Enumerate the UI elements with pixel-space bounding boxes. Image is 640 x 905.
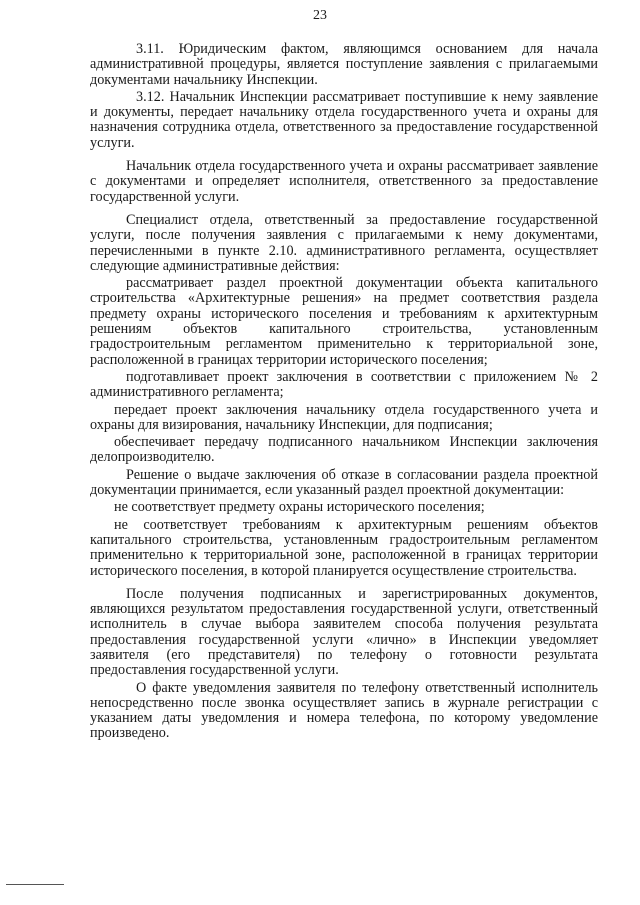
document-body (90, 42, 598, 744)
paragraph-3-12: 3.12. Начальник Инспекции рассматривает поступившие к нему заявление и документы, передает начальнику отдела государственного учета и охраны для назначения сотрудника отдела, ответственного за предоставление государственной услуги. (90, 88, 598, 151)
action-item-ensure: обеспечивает передачу подписанного начальником Инспекции заключения делопроизводителю. (90, 434, 598, 466)
page-number: 23 (313, 8, 327, 23)
refusal-reason-2: не соответствует требованиям к архитектурным решениям объектов капитального строительства, установленным градостроительным регламентом применительно к территориальной зоне, расположенной в границах территории исторического поселения, в которой планируется осуществление строительства. (90, 516, 598, 579)
paragraph-notification: После получения подписанных и зарегистрированных документов, являющихся результатом предоставления государственной услуги, ответственный исполнитель в случае выбора заявителем способа получения результата предоставления государственной услуги «лично» в Инспекции уведомляет заявителя (его представителя) по телефону о готовности результата предоставления государственной услуги. (90, 585, 598, 679)
paragraph-3-11: 3.11. Юридическим фактом, являющимся основанием для начала административной процедуры, является поступление заявления с прилагаемыми документами начальнику Инспекции. (90, 41, 598, 88)
paragraph-refusal-decision: Решение о выдаче заключения об отказе в согласовании раздела проектной документации принимается, если указанный раздел проектной документации: (90, 466, 598, 499)
action-item-prepare: подготавливает проект заключения в соответствии с приложением № 2 административного регламента; (90, 368, 598, 401)
paragraph-head-of-department: Начальник отдела государственного учета и охраны рассматривает заявление с документами и определяет исполнителя, ответственного за предоставление государственной услуги. (90, 158, 598, 205)
paragraph-specialist-actions: Специалист отдела, ответственный за предоставление государственной услуги, после получения заявления с прилагаемыми к нему документами, перечисленными в пункте 2.10. административного регламента, осуществляет следующие административные действия: (90, 211, 598, 274)
paragraph-notification-record: О факте уведомления заявителя по телефону ответственный исполнитель непосредственно после звонка осуществляет запись в журнале регистрации с указанием даты уведомления и номера телефона, по которому уведомление произведено. (90, 679, 598, 742)
refusal-reason-1: не соответствует предмету охраны исторического поселения; (114, 499, 485, 516)
scan-artifact-line (6, 884, 64, 885)
action-item-transfer: передает проект заключения начальнику отдела государственного учета и охраны для визирования, начальнику Инспекции, для подписания; (90, 401, 598, 433)
action-item-review: рассматривает раздел проектной документации объекта капитального строительства «Архитектурные решения» на предмет соответствия раздела предмету охраны исторического поселения и требованиям к архитектурным решениям объектов капитального строительства, установленным градостроительным регламентом применительно к территориальной зоне, расположенной в границах территории исторического поселения; (90, 275, 598, 368)
